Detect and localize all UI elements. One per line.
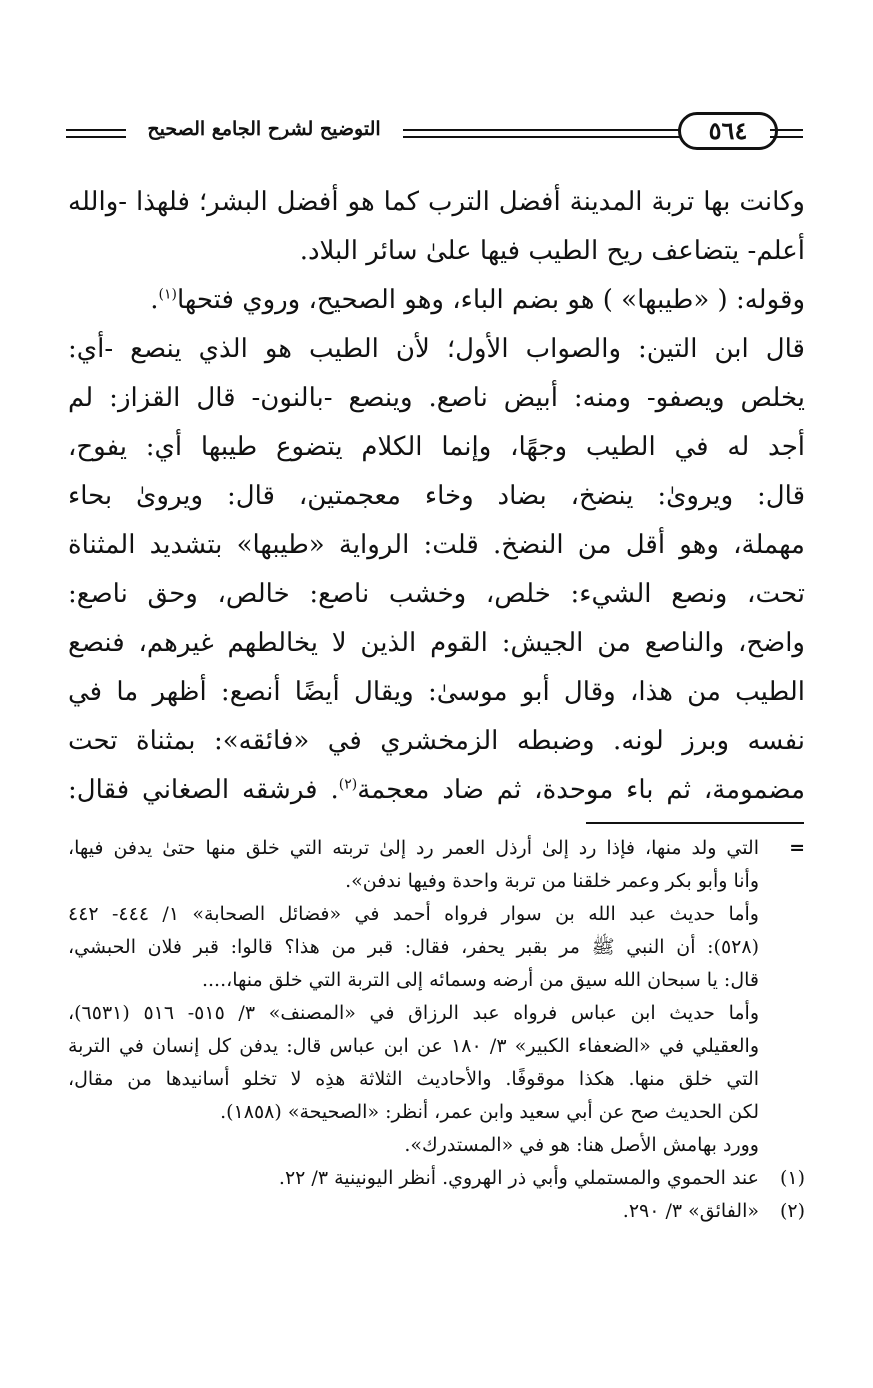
text-line: تحت، ونصع الشيء: خلص، وخشب ناصع: خالص، وحق ناصع: xyxy=(68,579,805,609)
main-text xyxy=(68,178,805,815)
text-line: أعلم- يتضاعف ريح الطيب فيها علىٰ سائر البلاد. xyxy=(299,236,805,266)
footnote-text: «الفائق» ٣/ ٢٩٠. xyxy=(622,1200,759,1222)
footnote-line: لكن الحديث صح عن أبي سعيد وابن عمر، أنظر: «الصحيحة» (١٨٥٨). xyxy=(220,1101,759,1123)
footnote-text: عند الحموي والمستملي وأبي ذر الهروي. أنظر اليونينية ٣/ ٢٢. xyxy=(278,1167,759,1189)
text-segment: وقوله: ( «طيبها» ) هو بضم الباء، وهو الصحيح، وروي فتحها xyxy=(176,285,805,315)
footnote-line: والعقيلي في «الضعفاء الكبير» ٣/ ١٨٠ عن ابن عباس قال: يدفن كل إنسان في التربة xyxy=(68,1035,760,1057)
footnote-line: وورد بهامش الأصل هنا: هو في «المستدرك». xyxy=(404,1134,759,1156)
text-segment: فرشقه الصغاني فقال: xyxy=(68,775,318,805)
page-header xyxy=(58,112,803,154)
text-line: الطيب من هذا، وقال أبو موسىٰ: ويقال أيضًا أنصع: أظهر ما في xyxy=(68,677,805,707)
footnote-line: (٥٢٨): أن النبي ﷺ مر بقبر يحفر، فقال: قبر من هذا؟ قالوا: قبر فلان الحبشي، xyxy=(68,936,759,958)
text-line: يخلص ويصفو- ومنه: أبيض ناصع. وينصع -بالنون- قال القزاز: لم xyxy=(68,383,805,413)
text-line: واضح، والناصع من الجيش: القوم الذين لا يخالطهم غيرهم، فنصع xyxy=(68,628,805,658)
text-line: مهملة، وهو أقل من النضخ. قلت: الرواية «طيبها» بتشديد المثناة xyxy=(68,530,805,560)
footnote-line xyxy=(68,832,805,865)
header-rule-right xyxy=(770,129,803,138)
footnote-line: وأما حديث ابن عباس فرواه عبد الرزاق في «المصنف» ٣/ ٥١٥- ٥١٦ (٦٥٣١)، xyxy=(68,1002,759,1024)
text-segment: مضمومة، ثم باء موحدة، ثم ضاد معجمة xyxy=(357,775,805,805)
footnote-divider xyxy=(586,822,804,824)
footnote-line: وأما حديث عبد الله بن سوار فرواه أحمد في «فضائل الصحابة» ١/ ٤٤٤- ٤٤٢ xyxy=(68,903,759,925)
text-line: مضمومة، ثم باء موحدة، ثم ضاد معجمة$^{(٢)}$. فرشقه الصغاني فقال: xyxy=(68,775,805,805)
footnote-line-text: التي ولد منها، فإذا رد إلىٰ أرذل العمر رد إلىٰ تربته التي خلق منها حتىٰ يدفن فيها، xyxy=(68,837,759,859)
footnote-line: وأنا وأبو بكر وعمر خلقنا من تربة واحدة وفيها ندفن». xyxy=(345,870,759,892)
footnote-line: قال: يا سبحان الله سيق من أرضه وسمائه إلى التربة التي خلق منها،.... xyxy=(201,969,759,991)
text-line: قال ابن التين: والصواب الأول؛ لأن الطيب هو الذي ينصع -أي: xyxy=(68,334,805,364)
footnote-1 xyxy=(68,1162,805,1195)
header-rule-middle xyxy=(403,129,693,138)
text-line: وكانت بها تربة المدينة أفضل الترب كما هو أفضل البشر؛ فلهذا -والله xyxy=(68,187,805,217)
footnote-number: (١) xyxy=(779,1167,805,1189)
footnote-ref-2: (٢) xyxy=(338,776,358,793)
footnote-number: (٢) xyxy=(779,1200,805,1222)
continuation-marker: = xyxy=(789,837,805,859)
footnote-line: التي خلق منها. هكذا موقوفًا. والأحاديث الثلاثة هذِه لا تخلو أسانيدها من مقال، xyxy=(68,1068,759,1090)
header-rule-left xyxy=(66,129,126,138)
footnote-ref-1: (١) xyxy=(158,286,177,303)
text-line: قال: ويروىٰ: ينضخ، بضاد وخاء معجمتين، قال: ويروىٰ بحاء xyxy=(68,481,805,511)
running-title: التوضيح لشرح الجامع الصحيح xyxy=(147,118,381,140)
page-number: ٥٦٤ xyxy=(678,112,778,150)
text-line: نفسه وبرز لونه. وضبطه الزمخشري في «فائقه»: بمثناة تحت xyxy=(68,726,805,756)
footnotes xyxy=(68,832,805,1228)
text-line: أجد له في الطيب وجهًا، وإنما الكلام يتضوع طيبها أي: يفوح، xyxy=(68,432,805,462)
footnote-2 xyxy=(68,1195,805,1228)
text-line: وقوله: ( «طيبها» ) هو بضم الباء، وهو الصحيح، وروي فتحها$^{(١)}$. xyxy=(150,285,805,315)
